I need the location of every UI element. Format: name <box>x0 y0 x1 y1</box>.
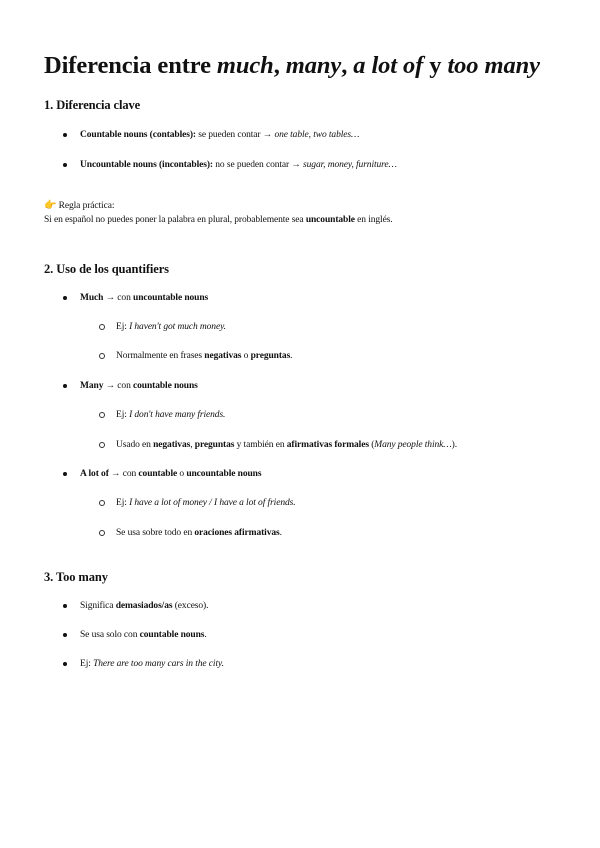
section-heading-2: 2. Uso de los quantifiers <box>44 262 169 276</box>
tip-text: Si en español no puedes poner la palabra en plural, probablemente sea uncountable en inglés. <box>44 215 393 225</box>
sub-item-many-example: Ej: I don't have many friends. <box>116 410 226 420</box>
bullet-circle <box>99 412 105 418</box>
bullet-dot <box>63 604 67 608</box>
list-item-many: Many → con countable nouns <box>80 381 198 391</box>
section-heading-3: 3. Too many <box>44 570 108 584</box>
sub-item-much-example: Ej: I haven't got much money. <box>116 322 226 332</box>
bullet-circle <box>99 353 105 359</box>
sub-item-much-usage: Normalmente en frases negativas o preguntas. <box>116 351 293 361</box>
list-item-too-many-usage: Se usa solo con countable nouns. <box>80 630 207 640</box>
list-item-too-many-example: Ej: There are too many cars in the city. <box>80 659 224 669</box>
sub-item-many-usage: Usado en negativas, preguntas y también en afirmativas formales (Many people think…). <box>116 440 457 450</box>
bullet-dot <box>63 662 67 666</box>
page-title: Diferencia entre much, many, a lot of y too many <box>44 52 540 79</box>
bullet-circle <box>99 530 105 536</box>
bullet-dot <box>63 133 67 137</box>
bullet-circle <box>99 324 105 330</box>
list-item-countable: Countable nouns (contables): se pueden contar → one table, two tables… <box>80 130 360 140</box>
bullet-dot <box>63 472 67 476</box>
bullet-dot <box>63 633 67 637</box>
sub-item-a-lot-of-usage: Se usa sobre todo en oraciones afirmativas. <box>116 528 282 538</box>
tip-label: 👉 Regla práctica: <box>44 200 115 211</box>
bullet-dot <box>63 296 67 300</box>
bullet-dot <box>63 163 67 167</box>
pointing-hand-icon: 👉 <box>44 200 57 211</box>
section-heading-1: 1. Diferencia clave <box>44 98 141 112</box>
list-item-too-many-meaning: Significa demasiados/as (exceso). <box>80 601 209 611</box>
bullet-circle <box>99 500 105 506</box>
bullet-circle <box>99 442 105 448</box>
list-item-much: Much → con uncountable nouns <box>80 293 209 303</box>
list-item-uncountable: Uncountable nouns (incontables): no se pueden contar → sugar, money, furniture… <box>80 160 397 170</box>
sub-item-a-lot-of-example: Ej: I have a lot of money / I have a lot of friends. <box>116 498 296 508</box>
bullet-dot <box>63 384 67 388</box>
list-item-a-lot-of: A lot of → con countable o uncountable nouns <box>80 469 262 479</box>
